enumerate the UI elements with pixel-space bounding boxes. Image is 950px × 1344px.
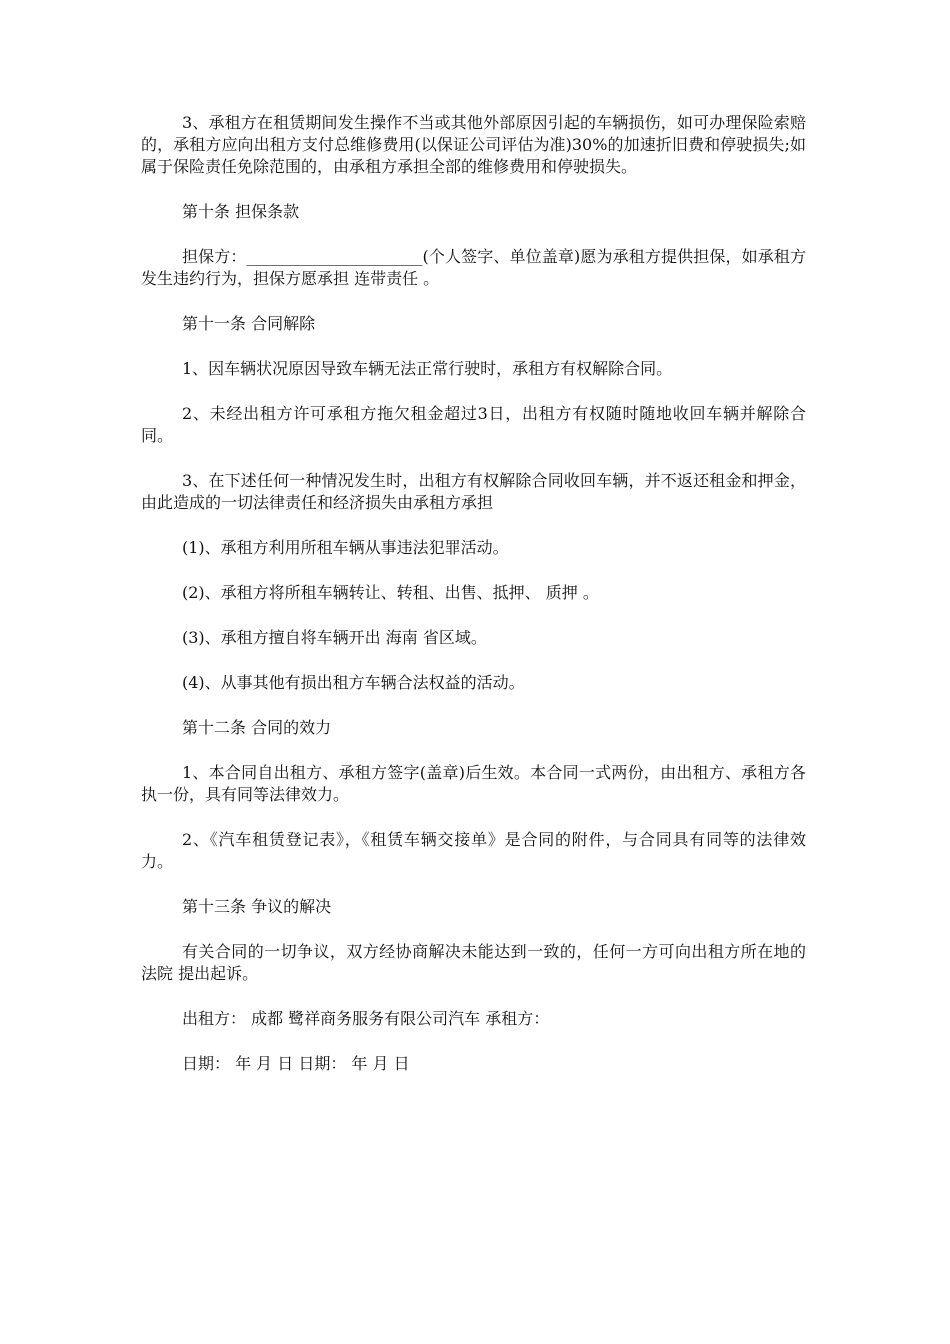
clause-12-item-2: 2、《汽车租赁登记表》，《租赁车辆交接单》是合同的附件，与合同具有同等的法律效力。 bbox=[141, 830, 806, 871]
clause-9-item-3: 3、承租方在租赁期间发生操作不当或其他外部原因引起的车辆损伤，如可办理保险索赔的，承租方应向出租方支付总维修费用(以保证公司评估为准)30%的加速折旧费和停驶损失;如属于保险责任免除范围的，由承租方承担全部的维修费用和停驶损失。 bbox=[141, 113, 806, 176]
clause-13-item-1: 有关合同的一切争议，双方经协商解决未能达到一致的，任何一方可向出租方所在地的 法院 提出起诉。 bbox=[141, 942, 812, 983]
article-12-heading: 第十二条 合同的效力 bbox=[182, 718, 332, 737]
document-page bbox=[141, 112, 812, 1098]
clause-11-sub-1: (1)、承租方利用所租车辆从事违法犯罪活动。 bbox=[182, 538, 509, 557]
clause-11-item-3: 3、在下述任何一种情况发生时，出租方有权解除合同收回车辆，并不返还租金和押金，由此造成的一切法律责任和经济损失由承租方承担 bbox=[141, 471, 806, 512]
article-11-heading: 第十一条 合同解除 bbox=[182, 314, 316, 333]
clause-11-item-1: 1、因车辆状况原因导致车辆无法正常行驶时，承租方有权解除合同。 bbox=[182, 359, 673, 378]
article-13-heading: 第十三条 争议的解决 bbox=[182, 897, 332, 916]
clause-11-sub-3: (3)、承租方擅自将车辆开出 海南 省区域。 bbox=[182, 628, 487, 647]
clause-11-sub-4: (4)、从事其他有损出租方车辆合法权益的活动。 bbox=[182, 673, 525, 692]
clause-11-sub-2: (2)、承租方将所租车辆转让、转租、出售、抵押、 质押 。 bbox=[182, 583, 599, 602]
clause-12-item-1: 1、本合同自出租方、承租方签字(盖章)后生效。本合同一式两份，由出租方、承租方各执一份，具有同等法律效力。 bbox=[141, 763, 806, 804]
article-10-heading: 第十条 担保条款 bbox=[182, 202, 300, 221]
signature-dates: 日期： 年 月 日 日期： 年 月 日 bbox=[182, 1054, 410, 1073]
clause-11-item-2: 2、未经出租方许可承租方拖欠租金超过3日，出租方有权随时随地收回车辆并解除合同。 bbox=[141, 404, 806, 445]
guarantor-clause: 担保方：______________________(个人签字、单位盖章)愿为承租方提供担保，如承租方发生违约行为，担保方愿承担 连带责任 。 bbox=[141, 247, 806, 288]
signature-parties: 出租方： 成都 鹭祥商务服务有限公司汽车 承租方： bbox=[182, 1009, 550, 1028]
